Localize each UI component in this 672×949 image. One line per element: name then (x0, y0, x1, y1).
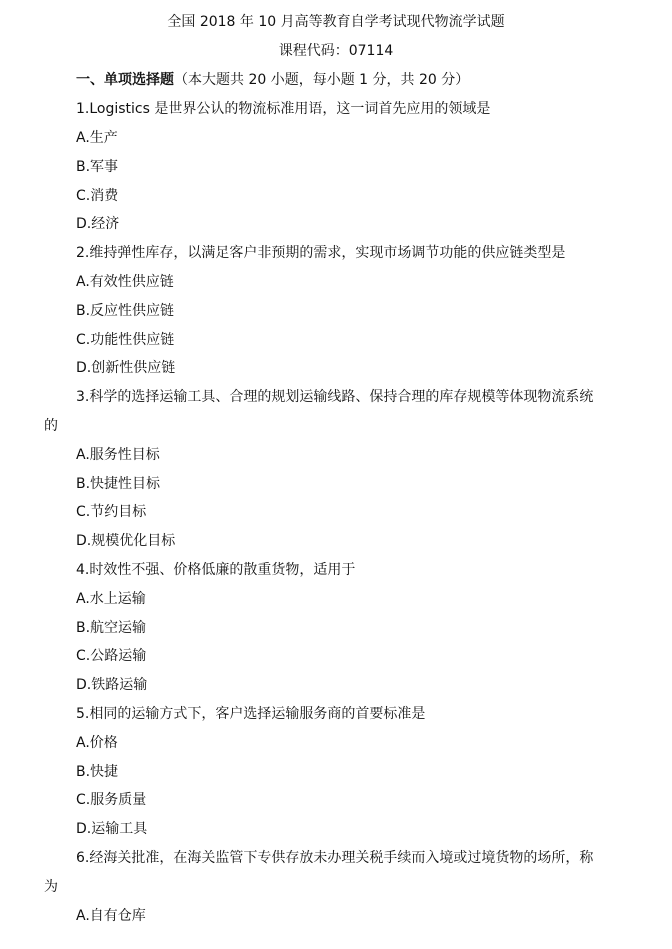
question-3-stem-continuation: 的 (44, 418, 58, 434)
question-2-option-b: B.反应性供应链 (76, 303, 175, 319)
course-code: 课程代码：07114 (278, 43, 394, 59)
question-2-option-d: D.创新性供应链 (76, 360, 176, 376)
question-4-stem: 4.时效性不强、价格低廉的散重货物，适用于 (76, 562, 356, 578)
question-3-option-c: C.节约目标 (76, 504, 147, 520)
question-2-stem: 2.维持弹性库存，以满足客户非预期的需求，实现市场调节功能的供应链类型是 (76, 245, 566, 261)
question-6-stem-continuation: 为 (44, 879, 58, 895)
question-4-option-c: C.公路运输 (76, 648, 147, 664)
question-3-option-b: B.快捷性目标 (76, 476, 161, 492)
section-heading (0, 70, 672, 90)
question-5-option-a: A.价格 (76, 735, 118, 751)
question-5-option-b: B.快捷 (76, 764, 119, 780)
question-1-option-b: B.军事 (76, 159, 119, 175)
question-6-option-a: A.自有仓库 (76, 908, 146, 924)
section-heading-note: （本大题共 20 小题，每小题 1 分，共 20 分） (174, 72, 470, 88)
question-1-stem: 1.Logistics 是世界公认的物流标准用语，这一词首先应用的领域是 (76, 101, 491, 117)
question-1-option-c: C.消费 (76, 188, 119, 204)
question-3-option-d: D.规模优化目标 (76, 533, 176, 549)
question-1-option-a: A.生产 (76, 130, 118, 146)
question-5-option-d: D.运输工具 (76, 821, 148, 837)
question-4-option-b: B.航空运输 (76, 620, 147, 636)
question-1-option-d: D.经济 (76, 216, 120, 232)
question-2-option-c: C.功能性供应链 (76, 332, 175, 348)
exam-title: 全国 2018 年 10 月高等教育自学考试现代物流学试题 (167, 14, 505, 30)
question-6-stem: 6.经海关批准，在海关监管下专供存放未办理关税手续而入境或过境货物的场所，称 (76, 850, 594, 866)
question-3-stem: 3.科学的选择运输工具、合理的规划运输线路、保持合理的库存规模等体现物流系统 (76, 389, 594, 405)
question-4-option-a: A.水上运输 (76, 591, 146, 607)
question-5-option-c: C.服务质量 (76, 792, 147, 808)
question-5-stem: 5.相同的运输方式下，客户选择运输服务商的首要标准是 (76, 706, 426, 722)
section-heading-label: 一、单项选择题 (76, 72, 174, 88)
question-2-option-a: A.有效性供应链 (76, 274, 174, 290)
question-3-option-a: A.服务性目标 (76, 447, 160, 463)
question-4-option-d: D.铁路运输 (76, 677, 148, 693)
